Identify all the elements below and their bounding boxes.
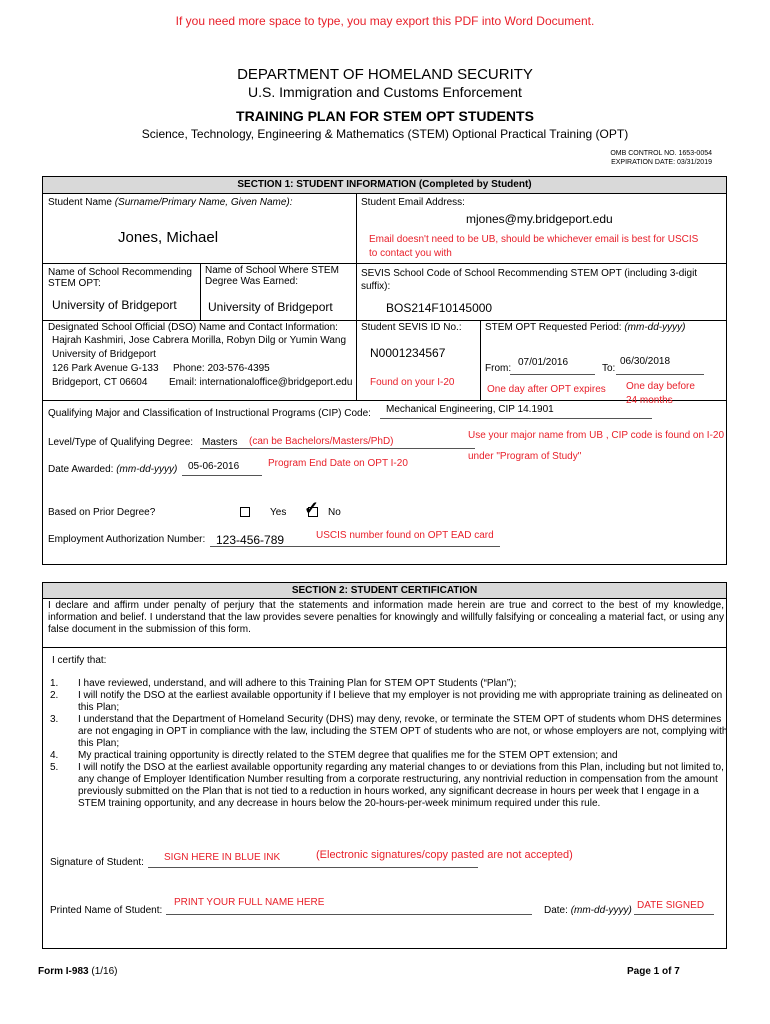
ead-field[interactable]: 123-456-789	[216, 533, 285, 547]
student-name-field[interactable]: Jones, Michael	[118, 229, 219, 246]
date-signed-field[interactable]	[634, 896, 714, 914]
section1-heading: SECTION 1: STUDENT INFORMATION (Completed by Student)	[43, 177, 726, 194]
omb-control-number: OMB CONTROL NO. 1653-0054	[610, 150, 712, 157]
sevis-id-label: Student SEVIS ID No.:	[361, 322, 462, 333]
school-recommending-label: Name of School Recommending STEM OPT:	[48, 267, 192, 289]
major-field[interactable]: Mechanical Engineering, CIP 14.1901	[386, 404, 554, 415]
to-date-note: One day before 24 months	[626, 381, 695, 406]
dso-email: Email: internationaloffice@bridgeport.edu	[169, 377, 353, 388]
date-awarded-field[interactable]: 05-06-2016	[188, 461, 240, 472]
school-degree-label: Name of School Where STEM Degree Was Earned:	[205, 265, 339, 287]
dso-label: Designated School Official (DSO) Name and Contact Information:	[48, 322, 338, 333]
dso-city: Bridgeport, CT 06604	[52, 377, 148, 388]
yes-checkbox[interactable]	[240, 507, 250, 517]
export-banner: If you need more space to type, you may export this PDF into Word Document.	[175, 14, 595, 28]
department-title: DEPARTMENT OF HOMELAND SECURITY	[237, 66, 533, 83]
degree-level-label: Level/Type of Qualifying Degree:	[48, 437, 194, 448]
no-label: No	[328, 507, 341, 518]
dso-names: Hajrah Kashmiri, Jose Cabrera Morilla, Robyn Dilg or Yumin Wang	[52, 335, 347, 346]
major-note: Use your major name from UB , CIP code is found on I-20 under "Program of Study"	[468, 430, 725, 462]
email-field[interactable]: mjones@my.bridgeport.edu	[466, 212, 613, 226]
declaration-text: I declare and affirm under penalty of perjury that the statements and information made herein are true and correct to the best of my knowledge, information and belief. I understand that the law provides severe penalties for knowingly and willfully falsifying or concealing a material fact, or using any false document in the submission of this form.	[48, 600, 724, 635]
form-number: Form I-983 (1/16)	[38, 966, 118, 977]
signature-field[interactable]	[148, 846, 478, 866]
sevis-id-note: Found on your I-20	[370, 377, 455, 388]
degree-level-note: (can be Bachelors/Masters/PhD)	[249, 436, 394, 447]
email-note: Email doesn't need to be UB, should be whichever email is best for USCIS to contact you with	[369, 234, 699, 259]
date-awarded-note: Program End Date on OPT I-20	[268, 458, 408, 469]
form-title: TRAINING PLAN FOR STEM OPT STUDENTS	[236, 108, 534, 124]
student-name-label: Student Name (Surname/Primary Name, Given Name):	[48, 197, 293, 208]
sevis-school-code-field[interactable]: BOS214F10145000	[386, 301, 493, 315]
signature-label: Signature of Student:	[50, 857, 144, 868]
certify-heading: I certify that:	[52, 655, 107, 666]
to-label: To:	[602, 363, 616, 374]
printed-name-label: Printed Name of Student:	[50, 905, 163, 916]
email-label: Student Email Address:	[361, 197, 465, 208]
yes-label: Yes	[270, 507, 287, 518]
printed-name-note: PRINT YOUR FULL NAME HERE	[174, 897, 325, 908]
agency-title: U.S. Immigration and Customs Enforcement	[248, 84, 522, 100]
school-degree-field[interactable]: University of Bridgeport	[208, 300, 333, 314]
opt-period-label: STEM OPT Requested Period: (mm-dd-yyyy)	[485, 322, 686, 333]
from-label: From:	[485, 363, 512, 374]
page-number: Page 1 of 7	[627, 966, 680, 977]
prior-degree-label: Based on Prior Degree?	[48, 507, 156, 518]
expiration-date: EXPIRATION DATE: 03/31/2019	[611, 159, 712, 166]
dso-address: 126 Park Avenue G-133	[52, 363, 159, 374]
sevis-school-code-label: SEVIS School Code of School Recommending STEM OPT (including 3-digit suffix):	[361, 268, 698, 292]
dso-phone: Phone: 203-576-4395	[173, 363, 270, 374]
checkmark-icon: ✓	[304, 498, 320, 518]
date-signed-label: Date: (mm-dd-yyyy)	[544, 905, 632, 916]
sevis-id-field[interactable]: N0001234567	[370, 346, 446, 360]
date-signed-note: DATE SIGNED	[637, 900, 705, 911]
printed-name-field[interactable]	[166, 894, 532, 914]
from-date-note: One day after OPT expires	[487, 384, 606, 395]
date-awarded-label: Date Awarded: (mm-dd-yyyy)	[48, 464, 178, 475]
to-date-field[interactable]: 06/30/2018	[620, 356, 671, 367]
school-recommending-field[interactable]: University of Bridgeport	[52, 298, 177, 312]
degree-level-field[interactable]: Masters	[202, 437, 238, 448]
major-label: Qualifying Major and Classification of Instructional Programs (CIP) Code:	[48, 408, 371, 419]
section2-heading: SECTION 2: STUDENT CERTIFICATION	[43, 583, 726, 599]
ead-label: Employment Authorization Number:	[48, 534, 206, 545]
signature-note-electronic: (Electronic signatures/copy pasted are not accepted)	[316, 849, 573, 861]
ead-note: USCIS number found on OPT EAD card	[316, 530, 494, 541]
form-subtitle: Science, Technology, Engineering & Mathematics (STEM) Optional Practical Training (OPT)	[141, 127, 629, 141]
dso-school: University of Bridgeport	[52, 349, 156, 360]
from-date-field[interactable]: 07/01/2016	[518, 357, 569, 368]
signature-note: SIGN HERE IN BLUE INK	[164, 852, 281, 863]
